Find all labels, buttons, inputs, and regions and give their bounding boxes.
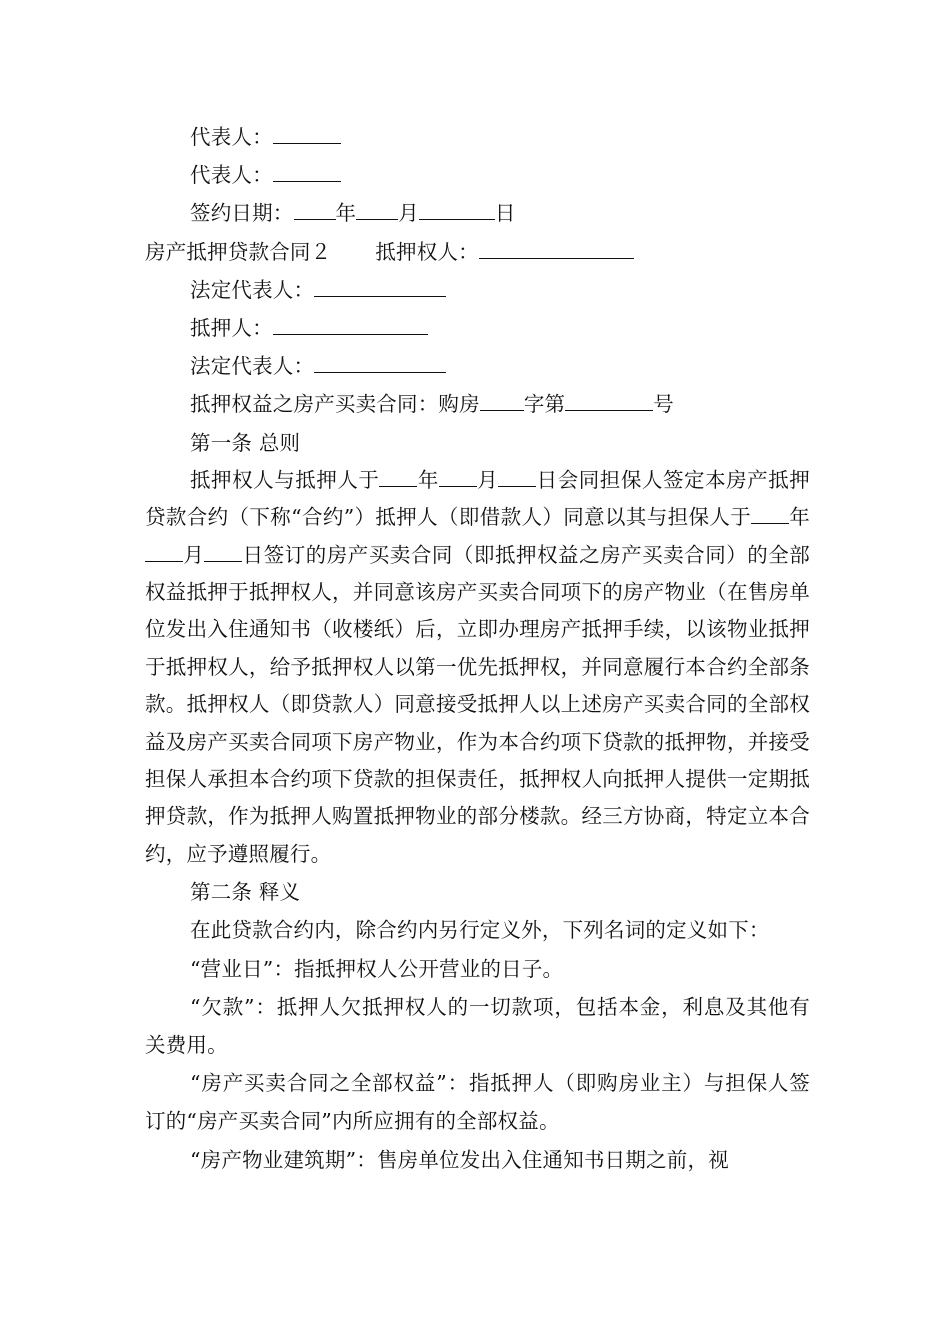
year-text: 年: [335, 201, 357, 226]
contract-title: 房产抵押贷款合同２: [145, 239, 332, 264]
definition-contract-rights: “房产买卖合同之全部权益”：指抵押人（即购房业主）与担保人签订的“房产买卖合同”内所应拥有的全部权益。: [145, 1071, 810, 1134]
article-2-heading: 第二条 释义: [190, 880, 301, 905]
representative-label: 代表人：: [190, 125, 273, 149]
representative-label: 代表人：: [190, 163, 273, 188]
sign-date-label: 签约日期：: [190, 201, 294, 226]
text-fragment: 月: [476, 467, 499, 492]
month-text: 月: [398, 201, 419, 226]
text-fragment: 年: [417, 467, 439, 492]
text-fragment: 月: [183, 542, 205, 567]
mortgagor-label: 抵押人：: [190, 315, 273, 340]
article-1-heading: 第一条 总则: [190, 430, 301, 455]
legal-rep-blank: [314, 274, 446, 297]
mortgagor-blank: [273, 312, 428, 335]
blank: [498, 464, 536, 487]
mortgagee-label: 抵押权人：: [375, 239, 479, 264]
mortgagor-line: [145, 309, 810, 347]
purchase-contract-text: 抵押权益之房产买卖合同：购房: [190, 392, 480, 417]
blank: [751, 501, 789, 524]
definition-construction-period: “房产物业建筑期”：售房单位发出入住通知书日期之前，视: [190, 1147, 729, 1172]
day-blank: [419, 197, 495, 220]
month-blank: [356, 197, 398, 220]
representative-blank: [273, 159, 341, 182]
blank: [439, 464, 477, 487]
text-fragment: 年: [789, 505, 810, 530]
representative-blank: [273, 121, 341, 144]
legal-rep-line-1: [145, 271, 810, 309]
year-blank: [294, 197, 336, 220]
article-1-paragraph: [145, 462, 810, 873]
representative-line-1: [145, 118, 810, 156]
document-body: [145, 118, 810, 1179]
representative-line-2: [145, 156, 810, 194]
legal-rep-label: 法定代表人：: [190, 354, 315, 379]
blank: [379, 464, 417, 487]
text-fragment: 抵押权人与抵押人于: [190, 467, 380, 492]
text-fragment: 日会同担保人签定本房产抵押贷款合约（下称“合约”）抵押人（即借款人）同意以其与担保人于: [145, 467, 810, 530]
legal-rep-label: 法定代表人：: [190, 277, 315, 302]
definition-business-day: “营业日”：指抵押权人公开营业的日子。: [190, 956, 564, 981]
blank: [204, 539, 242, 562]
contract-title-line: [145, 233, 810, 271]
mortgagee-blank: [479, 236, 634, 259]
legal-rep-blank: [314, 350, 446, 373]
purchase-no-blank: [480, 388, 524, 411]
legal-rep-line-2: [145, 347, 810, 385]
blank: [145, 539, 183, 562]
purchase-contract-mid: 字第: [523, 392, 566, 417]
sign-date-line: [145, 194, 810, 232]
purchase-contract-post: 号: [653, 392, 674, 417]
text-fragment: 日签订的房产买卖合同（即抵押权益之房产买卖合同）的全部权益抵押于抵押权人，并同意该房产买卖合同项下的房产物业（在售房单位发出入住通知书（收楼纸）后，立即办理房产抵押手续，以该物业抵押于抵押权人，给予抵押权人以第一优先抵押权，并同意履行本合约全部条款。抵押权人（即贷款人）同意接受抵押人以上述房产买卖合同的全部权益及房产买卖合同项下房产物业，作为本合约项下贷款的抵押物，并接受担保人承担本合约项下贷款的担保责任，抵押权人向抵押人提供一定期抵押贷款，作为抵押人购置抵押物业的部分楼款。经三方协商，特定立本合约，应予遵照履行。: [145, 542, 811, 866]
article-2-intro: 在此贷款合约内，除合约内另行定义外，下列名词的定义如下：: [190, 918, 770, 943]
day-text: 日: [494, 201, 516, 226]
definition-debt: “欠款”：抵押人欠抵押权人的一切款项，包括本金，利息及其他有关费用。: [145, 994, 810, 1057]
purchase-contract-line: [145, 385, 810, 423]
purchase-seq-blank: [565, 388, 653, 411]
